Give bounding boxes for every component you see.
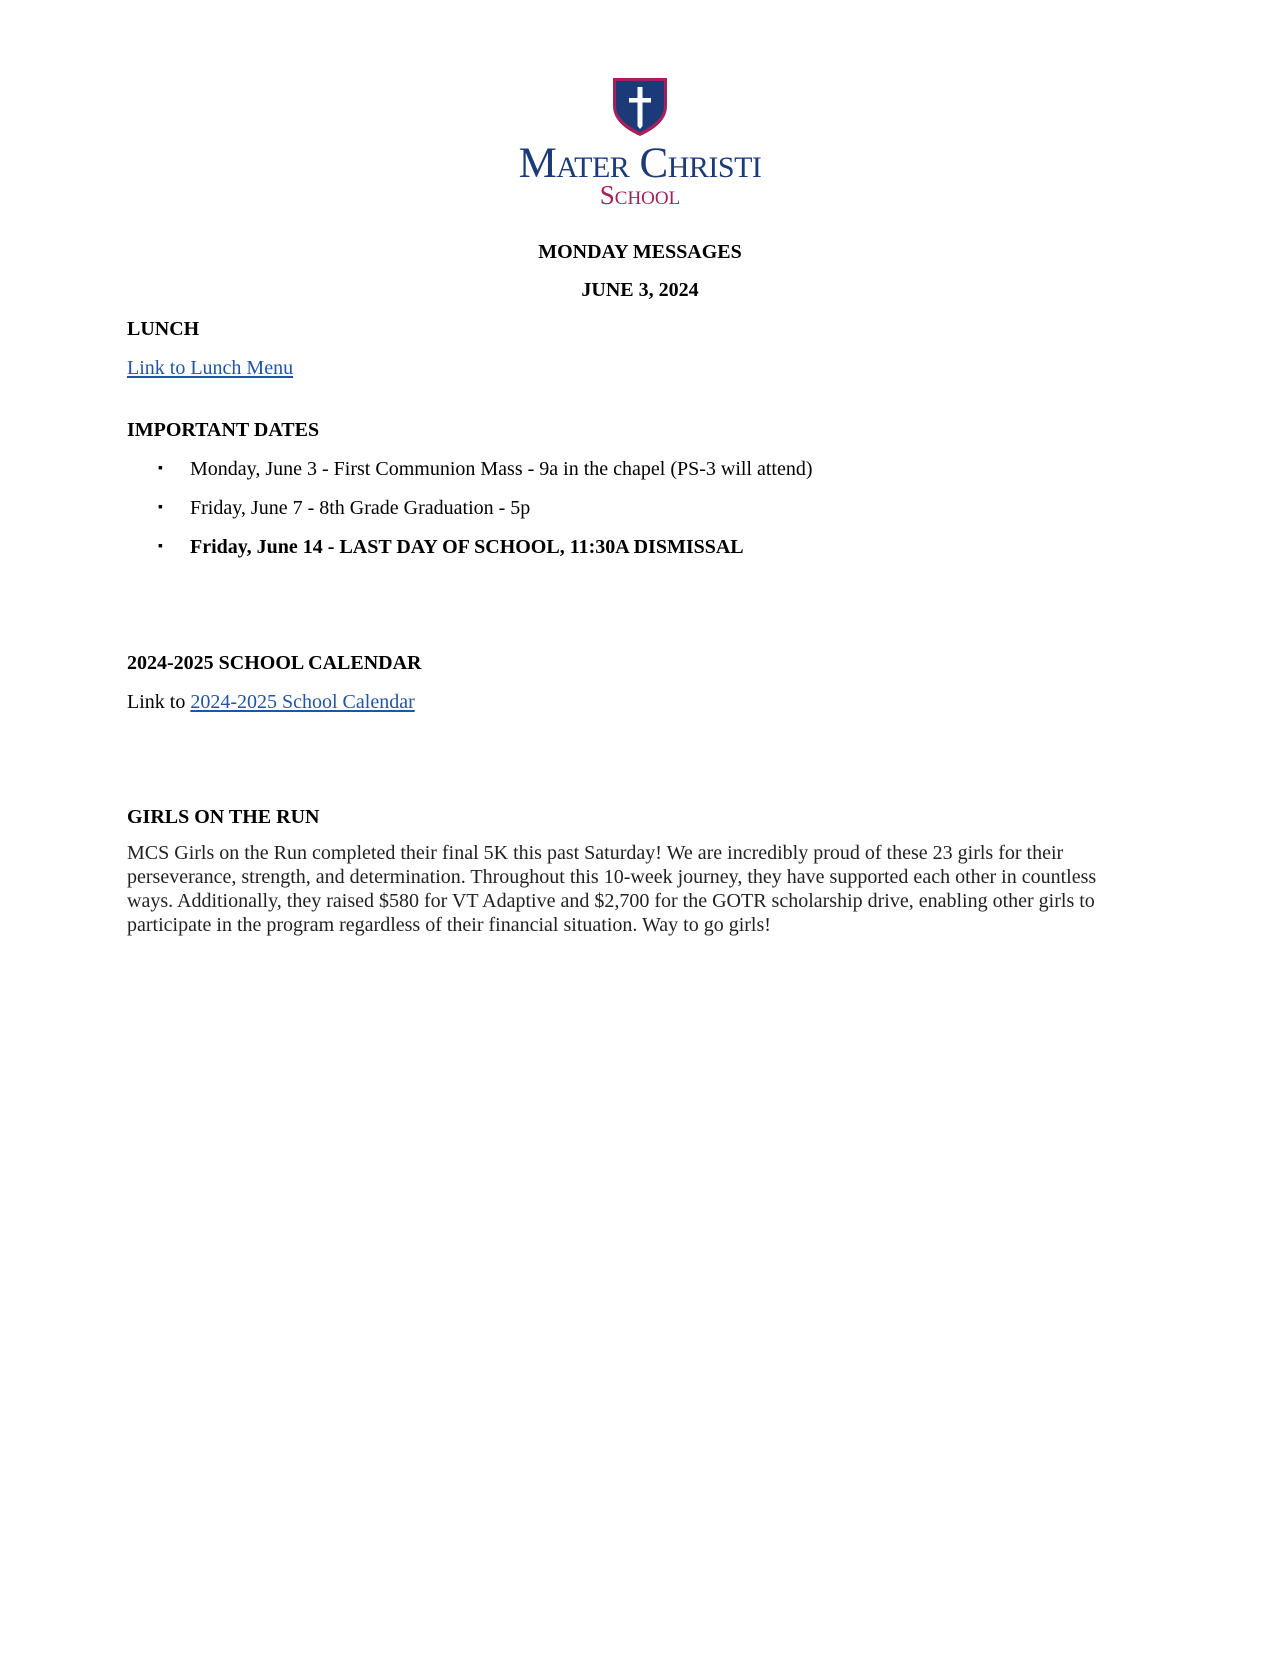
girls-on-the-run-paragraph: MCS Girls on the Run completed their final 5K this past Saturday! We are incredibly proud of these 23 girls for their perseverance, strength, and determination. Throughout this 10-week journey, they have supported each other in countless ways. Additionally, they raised $580 for VT Adaptive and $2,700 for the GOTR scholarship drive, enabling other girls to participate in the program regardless of their financial situation. Way to go girls! — [127, 842, 1097, 936]
bullet-icon: ▪ — [158, 461, 163, 476]
school-calendar-link[interactable]: 2024-2025 School Calendar — [190, 691, 415, 713]
calendar-heading: 2024-2025 SCHOOL CALENDAR — [127, 652, 422, 674]
list-item-text: Friday, June 7 - 8th Grade Graduation - 5p — [190, 497, 531, 519]
logo-school-sub — [500, 182, 780, 209]
page-date: JUNE 3, 2024 — [581, 279, 699, 301]
list-item-text: Monday, June 3 - First Communion Mass - 9a in the chapel (PS-3 will attend) — [190, 458, 813, 480]
lunch-menu-link[interactable]: Link to Lunch Menu — [127, 357, 294, 379]
lunch-line — [127, 356, 293, 380]
logo-name-text: Mater Christi — [518, 140, 762, 187]
list-item-text: Friday, June 14 - LAST DAY OF SCHOOL, 11:30A DISMISSAL — [190, 536, 744, 558]
lunch-heading: LUNCH — [127, 318, 200, 340]
logo-school-name — [500, 142, 780, 185]
logo-sub-text: School — [599, 180, 681, 210]
calendar-line — [127, 690, 415, 714]
page-title: MONDAY MESSAGES — [538, 241, 742, 263]
bullet-icon: ▪ — [158, 539, 163, 554]
important-dates-heading: IMPORTANT DATES — [127, 419, 320, 441]
school-logo — [500, 76, 780, 211]
girls-on-the-run-heading: GIRLS ON THE RUN — [127, 806, 320, 828]
bullet-icon: ▪ — [158, 500, 163, 515]
calendar-link-prefix: Link to — [127, 691, 191, 713]
